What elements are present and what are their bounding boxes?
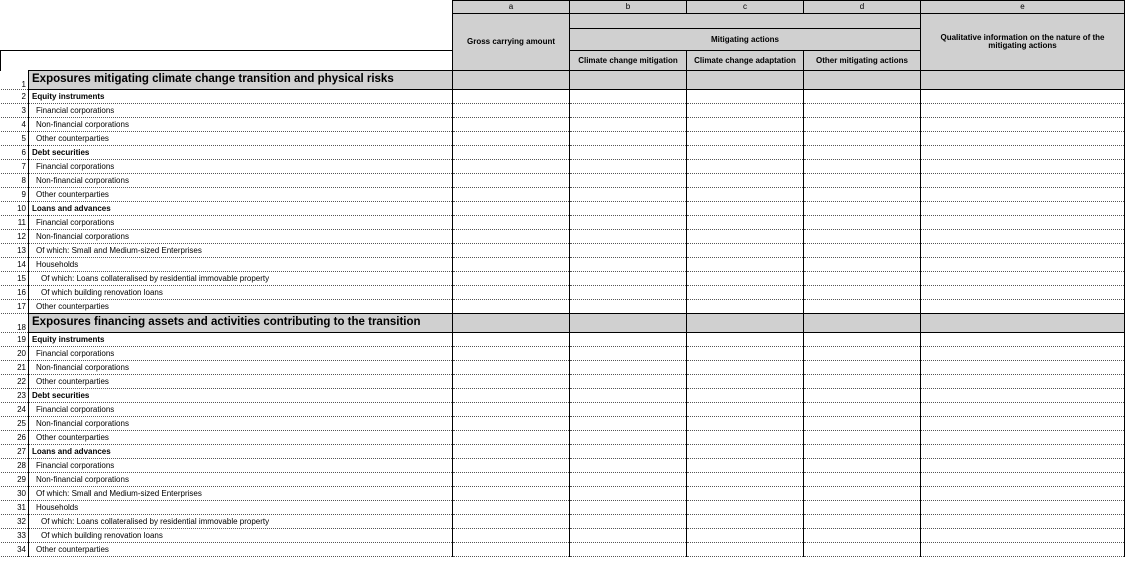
value-cell-d[interactable] <box>804 473 921 487</box>
table-row <box>1 230 1125 244</box>
value-cell-b[interactable] <box>570 90 687 104</box>
value-cell-b[interactable] <box>570 361 687 375</box>
value-cell-d[interactable] <box>804 459 921 473</box>
row-number: 12 <box>1 230 29 244</box>
value-cell-a[interactable] <box>453 543 570 557</box>
value-cell-c[interactable] <box>687 417 804 431</box>
row-number: 32 <box>1 515 29 529</box>
value-cell-c <box>687 314 804 333</box>
row-number: 28 <box>1 459 29 473</box>
row-number: 16 <box>1 286 29 300</box>
value-cell-d[interactable] <box>804 361 921 375</box>
table-row <box>1 160 1125 174</box>
value-cell-d <box>804 314 921 333</box>
row-label: Financial corporations <box>29 403 453 417</box>
value-cell-d[interactable] <box>804 333 921 347</box>
row-number: 26 <box>1 431 29 445</box>
value-cell-d[interactable] <box>804 272 921 286</box>
value-cell-b[interactable] <box>570 216 687 230</box>
value-cell-d[interactable] <box>804 230 921 244</box>
row-label: Financial corporations <box>29 160 453 174</box>
value-cell-b[interactable] <box>570 347 687 361</box>
value-cell-d[interactable] <box>804 501 921 515</box>
value-cell-a[interactable] <box>453 202 570 216</box>
value-cell-c[interactable] <box>687 361 804 375</box>
value-cell-d[interactable] <box>804 431 921 445</box>
value-cell-d[interactable] <box>804 202 921 216</box>
table-row <box>1 529 1125 543</box>
value-cell-b[interactable] <box>570 389 687 403</box>
value-cell-e[interactable] <box>921 487 1125 501</box>
row-number: 4 <box>1 118 29 132</box>
row-label: Other counterparties <box>29 543 453 557</box>
value-cell-b[interactable] <box>570 258 687 272</box>
row-number: 34 <box>1 543 29 557</box>
row-label: Of which: Loans collateralised by residential immovable property <box>29 272 453 286</box>
value-cell-d[interactable] <box>804 300 921 314</box>
value-cell-c[interactable] <box>687 174 804 188</box>
value-cell-a[interactable] <box>453 188 570 202</box>
value-cell-e[interactable] <box>921 501 1125 515</box>
row-label: Loans and advances <box>29 202 453 216</box>
row-label: Non-financial corporations <box>29 361 453 375</box>
value-cell-e[interactable] <box>921 244 1125 258</box>
value-cell-b[interactable] <box>570 118 687 132</box>
value-cell-e[interactable] <box>921 146 1125 160</box>
value-cell-b[interactable] <box>570 333 687 347</box>
table-row <box>1 244 1125 258</box>
value-cell-e[interactable] <box>921 417 1125 431</box>
row-number: 29 <box>1 473 29 487</box>
table-row <box>1 118 1125 132</box>
value-cell-a[interactable] <box>453 501 570 515</box>
header-other-mitigating-actions: Other mitigating actions <box>804 51 921 71</box>
row-label: Other counterparties <box>29 375 453 389</box>
value-cell-d[interactable] <box>804 258 921 272</box>
row-number: 22 <box>1 375 29 389</box>
value-cell-e[interactable] <box>921 104 1125 118</box>
value-cell-a[interactable] <box>453 403 570 417</box>
table-row <box>1 487 1125 501</box>
header-climate-change-mitigation: Climate change mitigation <box>570 51 687 71</box>
table-row <box>1 361 1125 375</box>
value-cell-b <box>570 314 687 333</box>
value-cell-e[interactable] <box>921 403 1125 417</box>
row-number: 11 <box>1 216 29 230</box>
row-label: Debt securities <box>29 389 453 403</box>
value-cell-c[interactable] <box>687 258 804 272</box>
value-cell-a[interactable] <box>453 258 570 272</box>
row-number: 1 <box>1 71 29 90</box>
value-cell-b[interactable] <box>570 515 687 529</box>
value-cell-d[interactable] <box>804 160 921 174</box>
value-cell-a[interactable] <box>453 459 570 473</box>
header-qualitative-information: Qualitative information on the nature of the mitigating actions <box>921 14 1125 71</box>
value-cell-e[interactable] <box>921 216 1125 230</box>
value-cell-d[interactable] <box>804 417 921 431</box>
value-cell-b[interactable] <box>570 529 687 543</box>
row-number: 14 <box>1 258 29 272</box>
value-cell-d[interactable] <box>804 445 921 459</box>
row-label: Of which building renovation loans <box>29 286 453 300</box>
value-cell-b[interactable] <box>570 104 687 118</box>
section-row <box>1 314 1125 333</box>
value-cell-c[interactable] <box>687 188 804 202</box>
value-cell-e[interactable] <box>921 473 1125 487</box>
row-label: Equity instruments <box>29 333 453 347</box>
value-cell-c[interactable] <box>687 389 804 403</box>
row-number: 6 <box>1 146 29 160</box>
value-cell-c[interactable] <box>687 473 804 487</box>
table-row <box>1 459 1125 473</box>
row-number: 8 <box>1 174 29 188</box>
value-cell-e[interactable] <box>921 459 1125 473</box>
table-row <box>1 389 1125 403</box>
table-row <box>1 403 1125 417</box>
value-cell-b[interactable] <box>570 272 687 286</box>
value-cell-b[interactable] <box>570 188 687 202</box>
value-cell-c[interactable] <box>687 403 804 417</box>
value-cell-b[interactable] <box>570 146 687 160</box>
value-cell-b[interactable] <box>570 543 687 557</box>
value-cell-c[interactable] <box>687 300 804 314</box>
value-cell-c[interactable] <box>687 244 804 258</box>
value-cell-d[interactable] <box>804 146 921 160</box>
value-cell-d[interactable] <box>804 118 921 132</box>
value-cell-a[interactable] <box>453 132 570 146</box>
row-label: Non-financial corporations <box>29 118 453 132</box>
header-mitigating-actions: Mitigating actions <box>570 29 921 51</box>
row-number: 17 <box>1 300 29 314</box>
value-cell-a[interactable] <box>453 244 570 258</box>
value-cell-d[interactable] <box>804 132 921 146</box>
value-cell-e[interactable] <box>921 389 1125 403</box>
column-letter-a: a <box>453 1 570 14</box>
value-cell-a[interactable] <box>453 515 570 529</box>
table-row <box>1 347 1125 361</box>
value-cell-c[interactable] <box>687 459 804 473</box>
value-cell-e[interactable] <box>921 286 1125 300</box>
row-label: Other counterparties <box>29 431 453 445</box>
value-cell-a[interactable] <box>453 146 570 160</box>
value-cell-c[interactable] <box>687 230 804 244</box>
row-label: Non-financial corporations <box>29 417 453 431</box>
row-label: Non-financial corporations <box>29 174 453 188</box>
value-cell-e[interactable] <box>921 333 1125 347</box>
row-label: Financial corporations <box>29 104 453 118</box>
row-number: 33 <box>1 529 29 543</box>
row-number: 30 <box>1 487 29 501</box>
value-cell-a[interactable] <box>453 333 570 347</box>
value-cell-a[interactable] <box>453 389 570 403</box>
value-cell-d[interactable] <box>804 188 921 202</box>
section-row <box>1 71 1125 90</box>
value-cell-e <box>921 71 1125 90</box>
value-cell-a[interactable] <box>453 347 570 361</box>
value-cell-e[interactable] <box>921 361 1125 375</box>
header-gross-carrying-amount: Gross carrying amount <box>453 14 570 71</box>
table-row <box>1 333 1125 347</box>
table-row <box>1 431 1125 445</box>
header-climate-change-adaptation: Climate change adaptation <box>687 51 804 71</box>
table-row <box>1 300 1125 314</box>
value-cell-c[interactable] <box>687 286 804 300</box>
value-cell-e[interactable] <box>921 160 1125 174</box>
row-number: 21 <box>1 361 29 375</box>
value-cell-d[interactable] <box>804 487 921 501</box>
column-letter-e: e <box>921 1 1125 14</box>
row-label: Financial corporations <box>29 216 453 230</box>
row-label: Non-financial corporations <box>29 473 453 487</box>
row-label: Financial corporations <box>29 347 453 361</box>
row-label: Non-financial corporations <box>29 230 453 244</box>
value-cell-d[interactable] <box>804 216 921 230</box>
value-cell-d[interactable] <box>804 244 921 258</box>
value-cell-a[interactable] <box>453 230 570 244</box>
value-cell-c[interactable] <box>687 333 804 347</box>
value-cell-d[interactable] <box>804 174 921 188</box>
value-cell-c[interactable] <box>687 431 804 445</box>
row-number: 31 <box>1 501 29 515</box>
value-cell-c[interactable] <box>687 202 804 216</box>
row-label: Other counterparties <box>29 300 453 314</box>
value-cell-b[interactable] <box>570 375 687 389</box>
row-label: Households <box>29 258 453 272</box>
value-cell-a[interactable] <box>453 216 570 230</box>
column-letter-c: c <box>687 1 804 14</box>
table-row <box>1 515 1125 529</box>
value-cell-a[interactable] <box>453 361 570 375</box>
table-row <box>1 258 1125 272</box>
row-number: 13 <box>1 244 29 258</box>
value-cell-d[interactable] <box>804 529 921 543</box>
row-number: 27 <box>1 445 29 459</box>
value-cell-e[interactable] <box>921 375 1125 389</box>
table-row <box>1 543 1125 557</box>
table-row <box>1 286 1125 300</box>
value-cell-e[interactable] <box>921 258 1125 272</box>
row-number: 20 <box>1 347 29 361</box>
value-cell-d[interactable] <box>804 90 921 104</box>
row-number: 18 <box>1 314 29 333</box>
value-cell-d[interactable] <box>804 347 921 361</box>
value-cell-d[interactable] <box>804 515 921 529</box>
value-cell-e[interactable] <box>921 515 1125 529</box>
row-label: Of which building renovation loans <box>29 529 453 543</box>
value-cell-c[interactable] <box>687 529 804 543</box>
value-cell-c[interactable] <box>687 146 804 160</box>
row-number: 19 <box>1 333 29 347</box>
row-label: Exposures financing assets and activities contributing to the transition <box>29 314 453 333</box>
row-label: Of which: Loans collateralised by residential immovable property <box>29 515 453 529</box>
table-row <box>1 90 1125 104</box>
value-cell-d[interactable] <box>804 104 921 118</box>
row-label: Other counterparties <box>29 188 453 202</box>
value-cell-e[interactable] <box>921 174 1125 188</box>
value-cell-b[interactable] <box>570 487 687 501</box>
value-cell-b[interactable] <box>570 160 687 174</box>
table-row <box>1 417 1125 431</box>
value-cell-a <box>453 314 570 333</box>
row-number: 2 <box>1 90 29 104</box>
value-cell-d <box>804 71 921 90</box>
value-cell-b[interactable] <box>570 445 687 459</box>
row-label: Households <box>29 501 453 515</box>
row-number: 9 <box>1 188 29 202</box>
value-cell-c[interactable] <box>687 132 804 146</box>
row-number: 23 <box>1 389 29 403</box>
value-cell-d[interactable] <box>804 375 921 389</box>
value-cell-a[interactable] <box>453 431 570 445</box>
value-cell-e <box>921 314 1125 333</box>
value-cell-b[interactable] <box>570 431 687 445</box>
value-cell-c[interactable] <box>687 118 804 132</box>
column-letter-b: b <box>570 1 687 14</box>
value-cell-e[interactable] <box>921 445 1125 459</box>
value-cell-c[interactable] <box>687 501 804 515</box>
value-cell-a[interactable] <box>453 272 570 286</box>
value-cell-a <box>453 71 570 90</box>
row-label: Of which: Small and Medium-sized Enterprises <box>29 487 453 501</box>
value-cell-b[interactable] <box>570 202 687 216</box>
table-header <box>1 1 1125 71</box>
table-row <box>1 216 1125 230</box>
value-cell-a[interactable] <box>453 417 570 431</box>
row-label: Exposures mitigating climate change transition and physical risks <box>29 71 453 90</box>
value-cell-c <box>687 71 804 90</box>
value-cell-c[interactable] <box>687 104 804 118</box>
row-label: Equity instruments <box>29 90 453 104</box>
value-cell-e[interactable] <box>921 272 1125 286</box>
value-cell-a[interactable] <box>453 118 570 132</box>
value-cell-e[interactable] <box>921 118 1125 132</box>
value-cell-a[interactable] <box>453 160 570 174</box>
value-cell-a[interactable] <box>453 445 570 459</box>
value-cell-b[interactable] <box>570 417 687 431</box>
value-cell-c[interactable] <box>687 375 804 389</box>
value-cell-e[interactable] <box>921 543 1125 557</box>
value-cell-b[interactable] <box>570 300 687 314</box>
value-cell-c[interactable] <box>687 272 804 286</box>
value-cell-e[interactable] <box>921 202 1125 216</box>
value-cell-e[interactable] <box>921 431 1125 445</box>
column-letter-d: d <box>804 1 921 14</box>
value-cell-d[interactable] <box>804 403 921 417</box>
value-cell-b[interactable] <box>570 473 687 487</box>
value-cell-c[interactable] <box>687 90 804 104</box>
table-row <box>1 132 1125 146</box>
value-cell-a[interactable] <box>453 529 570 543</box>
value-cell-e[interactable] <box>921 230 1125 244</box>
value-cell-b <box>570 71 687 90</box>
value-cell-b[interactable] <box>570 174 687 188</box>
row-number: 5 <box>1 132 29 146</box>
value-cell-c[interactable] <box>687 515 804 529</box>
row-label: Of which: Small and Medium-sized Enterprises <box>29 244 453 258</box>
value-cell-c[interactable] <box>687 347 804 361</box>
value-cell-a[interactable] <box>453 104 570 118</box>
row-number: 15 <box>1 272 29 286</box>
value-cell-c[interactable] <box>687 216 804 230</box>
value-cell-b[interactable] <box>570 132 687 146</box>
value-cell-c[interactable] <box>687 487 804 501</box>
value-cell-e[interactable] <box>921 132 1125 146</box>
row-number: 3 <box>1 104 29 118</box>
value-cell-a[interactable] <box>453 286 570 300</box>
row-label: Other counterparties <box>29 132 453 146</box>
row-label: Loans and advances <box>29 445 453 459</box>
value-cell-b[interactable] <box>570 459 687 473</box>
table-row <box>1 202 1125 216</box>
value-cell-d[interactable] <box>804 286 921 300</box>
value-cell-b[interactable] <box>570 286 687 300</box>
value-cell-e[interactable] <box>921 347 1125 361</box>
value-cell-e[interactable] <box>921 529 1125 543</box>
value-cell-a[interactable] <box>453 375 570 389</box>
table-body <box>1 71 1125 557</box>
table-row <box>1 473 1125 487</box>
row-number: 25 <box>1 417 29 431</box>
value-cell-d[interactable] <box>804 543 921 557</box>
value-cell-a[interactable] <box>453 90 570 104</box>
table-row <box>1 501 1125 515</box>
value-cell-d[interactable] <box>804 389 921 403</box>
value-cell-c[interactable] <box>687 445 804 459</box>
table-row <box>1 146 1125 160</box>
table-row <box>1 272 1125 286</box>
table-row <box>1 188 1125 202</box>
value-cell-a[interactable] <box>453 473 570 487</box>
table-row <box>1 445 1125 459</box>
value-cell-a[interactable] <box>453 487 570 501</box>
value-cell-e[interactable] <box>921 300 1125 314</box>
row-number: 24 <box>1 403 29 417</box>
value-cell-a[interactable] <box>453 300 570 314</box>
value-cell-b[interactable] <box>570 501 687 515</box>
row-label: Debt securities <box>29 146 453 160</box>
table-row <box>1 174 1125 188</box>
value-cell-c[interactable] <box>687 160 804 174</box>
value-cell-b[interactable] <box>570 230 687 244</box>
table-row <box>1 375 1125 389</box>
row-label: Financial corporations <box>29 459 453 473</box>
row-number: 10 <box>1 202 29 216</box>
value-cell-c[interactable] <box>687 543 804 557</box>
value-cell-a[interactable] <box>453 174 570 188</box>
row-number: 7 <box>1 160 29 174</box>
value-cell-b[interactable] <box>570 244 687 258</box>
value-cell-e[interactable] <box>921 188 1125 202</box>
value-cell-e[interactable] <box>921 90 1125 104</box>
table-row <box>1 104 1125 118</box>
value-cell-b[interactable] <box>570 403 687 417</box>
